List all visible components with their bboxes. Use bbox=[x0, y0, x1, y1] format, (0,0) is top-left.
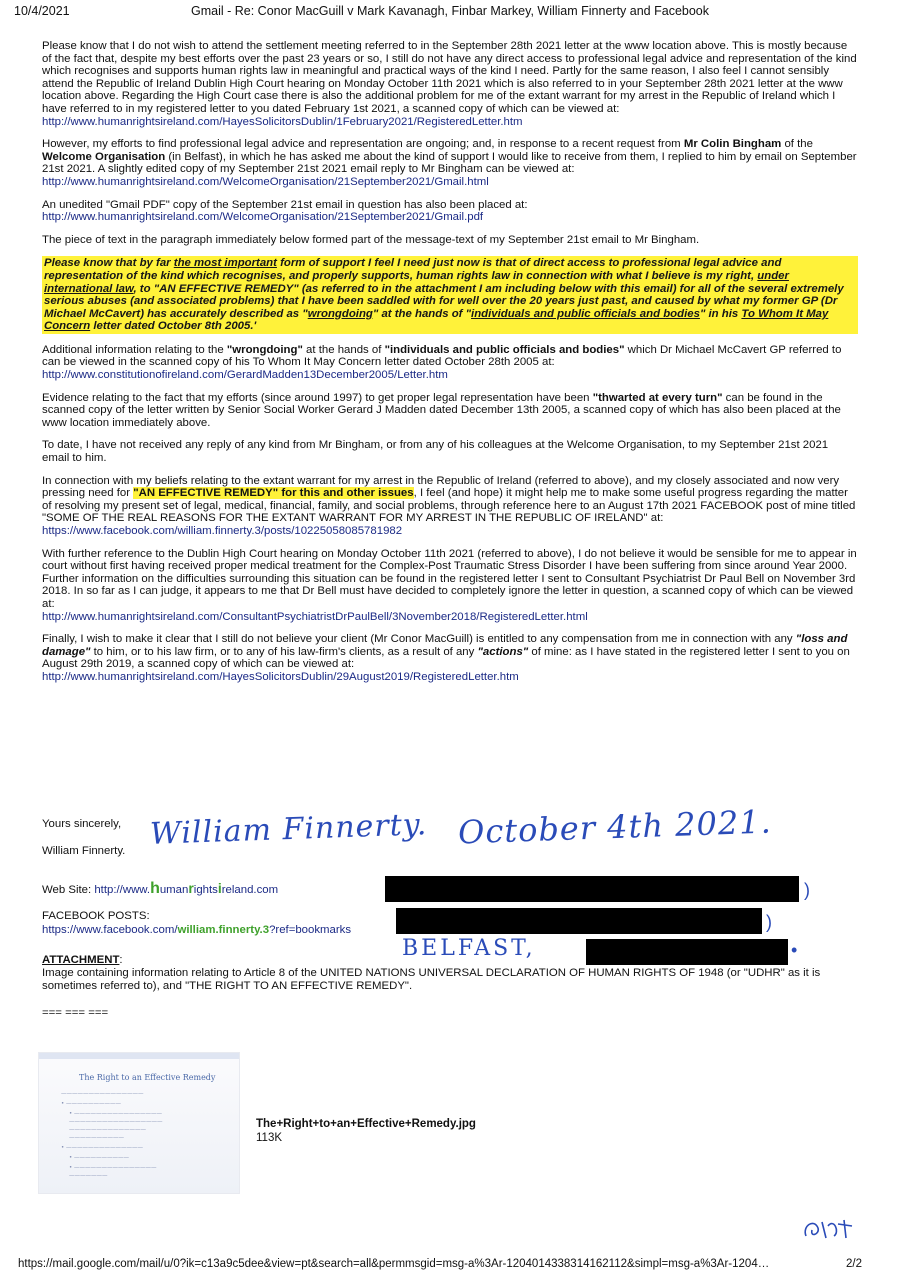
handwritten-date: October 4th 2021. bbox=[457, 802, 773, 852]
paragraph-text: Please know that I do not wish to attend the settlement meeting referred to in the September 28th 2021 letter at the www location above. This is mostly because of the fact that, despite my best efforts over the past 23 years or so, I still do not have any direct access to professional legal advice and representation of the kind which recognises and supports human rights law in meaningful and practical ways of the kind I need. Partly for the same reason, I also feel I cannot sensibly attend the Republic of Ireland Dublin High Court hearing on Monday October 11th 2021 which is also referred to in your September 28th 2021 letter at the www location above. Regarding the High Court case there is also the additional problem for me of the extant warrant for my arrest in the Republic of Ireland which I have referred to in my registered letter to you dated February 1st 2021, a scanned copy of which can be viewed at: bbox=[42, 40, 857, 115]
attachment-thumbnail[interactable]: The Right to an Effective Remedy ——————————————— • —————————— • ———————————————— ————————————————— —————————————— —————————— • —————————————— • —————————— • ——————————————— ——————— bbox=[38, 1052, 240, 1194]
handwritten-initials bbox=[800, 1208, 860, 1248]
highlighted-remedy: "AN EFFECTIVE REMEDY" for this and other issues bbox=[133, 487, 414, 500]
ink-mark: • bbox=[791, 940, 798, 960]
facebook-post-title: "SOME OF THE REAL REASONS FOR THE EXTANT WARRANT FOR MY ARREST IN THE REPUBLIC OF IRELAND" at: bbox=[42, 512, 664, 525]
paragraph-gmail-pdf: An unedited "Gmail PDF" copy of the September 21st email in question has also been placed at: http://www.humanrightsireland.com/WelcomeOrganisation/21September2021/Gmail.pdf bbox=[42, 199, 858, 224]
link-website[interactable]: http://www.humanrightsireland.com bbox=[94, 880, 279, 897]
name-welcome-organisation: Welcome Organisation bbox=[42, 150, 166, 163]
facebook-line bbox=[42, 924, 351, 936]
email-body bbox=[42, 40, 858, 694]
paragraph-thwarted: Evidence relating to the fact that my efforts (since around 1997) to get proper legal representation have been "thwarted at every turn" can be found in the scanned copy of the letter written by Senior Social Worker Gerard J Madden dated December 13th 2005, a scanned copy of which has also been placed at the www location immediately above. bbox=[42, 391, 841, 429]
attachment-description: Image containing information relating to Article 8 of the UNITED NATIONS UNIVERSAL DECLARATION OF HUMAN RIGHTS OF 1948 (or "UDHR" as it is sometimes referred to), and "THE RIGHT TO AN EFFECTIVE REMEDY". bbox=[42, 967, 821, 992]
paragraph-compensation: Finally, I wish to make it clear that I still do not believe your client (Mr Conor MacGuill) is entitled to any compensation from me in connection with any "loss and damage" to him, or to his law firm, or to any of his law-firm's clients, as a result of any "actions" of mine: as I have stated in the registered letter I sent to you on August 29th 2019, a scanned copy of which can be viewed at: http://www.humanrightsireland.com/HayesSolicitorsDublin/29August2019/RegisteredLetter.htm bbox=[42, 633, 858, 683]
attachment-file-name[interactable]: The+Right+to+an+Effective+Remedy.jpg bbox=[256, 1118, 476, 1130]
thumbnail-title: The Right to an Effective Remedy bbox=[79, 1073, 216, 1082]
paragraph-no-reply: To date, I have not received any reply of any kind from Mr Bingham, or from any of his colleagues at the Welcome Organisation, to my September 21st 2021 email to him. bbox=[42, 439, 829, 465]
paragraph-court-hearing: With further reference to the Dublin High Court hearing on Monday October 11th 2021 (referred to above), I do not believe it would be sensible for me to appear in court without first having received proper medical treatment for the Complex-Post Traumatic Stress Disorder I have been suffering from since around Year 2000. Further information on the difficulties surrounding this situation can be found in the registered letter I sent to Consultant Psychiatrist Dr Paul Bell on November 3rd 2018. In so far as I can judge, it appears to me that Dr Bell must have decided to completely ignore the letter in question, a scanned copy of which can be viewed at: http://www.humanrightsireland.com/ConsultantPsychiatristDrPaulBell/3November2018/RegisteredLetter.html bbox=[42, 547, 857, 623]
link-facebook-profile[interactable]: https://www.facebook.com/william.finnerty.3?ref=bookmarks bbox=[42, 924, 352, 936]
paragraph-welcome-organisation: However, my efforts to find professional legal advice and representation are ongoing; and, in response to a recent request from Mr Colin Bingham of the Welcome Organisation (in Belfast), in which he has asked me about the kind of support I would like to receive from them, I replied to him by email on September 21st 2021. A slightly edited copy of my September 21st 2021 email reply to Mr Bingham can be viewed at: http://www.humanrightsireland.com/WelcomeOrganisation/21September2021/Gmail.html bbox=[42, 138, 857, 188]
closing: Yours sincerely, bbox=[42, 818, 122, 830]
link-madden-letter[interactable]: http://www.constitutionofireland.com/GerardMadden13December2005/Letter.htm bbox=[42, 369, 448, 382]
link-registered-letter-aug-2019[interactable]: http://www.humanrightsireland.com/HayesSolicitorsDublin/29August2019/RegisteredLetter.htm bbox=[42, 670, 519, 683]
paragraph-wrongdoing: Additional information relating to the "wrongdoing" at the hands of "individuals and public officials and bodies" which Dr Michael McCavert GP referred to can be viewed in the scanned copy of his To Whom It May Concern letter dated October 28th 2005 at: http://www.constitutionofireland.com/GerardMadden13December2005/Letter.htm bbox=[42, 344, 858, 382]
paragraph-settlement-meeting bbox=[42, 40, 858, 128]
page-number: 2/2 bbox=[846, 1258, 862, 1270]
attachment-heading: ATTACHMENT: bbox=[42, 954, 123, 966]
separator: === === === bbox=[42, 1007, 109, 1019]
attachment-file-size: 113K bbox=[256, 1132, 283, 1144]
link-gmail-pdf[interactable]: http://www.humanrightsireland.com/WelcomeOrganisation/21September2021/Gmail.pdf bbox=[42, 211, 484, 224]
website-line: Web Site: http://www.humanrightsireland.com bbox=[42, 880, 279, 897]
print-date: 10/4/2021 bbox=[14, 4, 70, 18]
link-gmail-html[interactable]: http://www.humanrightsireland.com/WelcomeOrganisation/21September2021/Gmail.html bbox=[42, 175, 489, 188]
handwritten-signature: William Finnerty. bbox=[149, 807, 428, 852]
paragraph-extant-warrant: In connection with my beliefs relating to the extant warrant for my arrest in the Republic of Ireland (referred to above), and my closely associated and now very pressing need for "AN EFFECTIVE REMEDY" for this and other issues, I feel (and hope) it might help me to make some useful progress regarding the matter of resolving my present set of legal, medical, financial, family, and social problems, through reference here to an August 17th 2021 FACEBOOK post of mine titled "SOME OF THE REAL REASONS FOR THE EXTANT WARRANT FOR MY ARREST IN THE REPUBLIC OF IRELAND" at: https://www.facebook.com/william.finnerty.3/posts/10225058085781982 bbox=[42, 475, 858, 538]
ink-mark: ) bbox=[766, 912, 772, 932]
handwritten-city: BELFAST, bbox=[402, 936, 536, 961]
ink-mark: ) bbox=[804, 880, 810, 900]
paragraph-quote-intro: The piece of text in the paragraph immediately below formed part of the message-text of my September 21st email to Mr Bingham. bbox=[42, 233, 700, 246]
link-facebook-post[interactable]: https://www.facebook.com/william.finnerty.3/posts/10225058085781982 bbox=[42, 525, 403, 537]
redaction-bar bbox=[586, 939, 788, 965]
redaction-bar bbox=[385, 876, 799, 902]
redaction-bar bbox=[396, 908, 762, 934]
email-subject-header: Gmail - Re: Conor MacGuill v Mark Kavanagh, Finbar Markey, William Finnerty and Facebook bbox=[191, 4, 709, 18]
signer-name: William Finnerty. bbox=[42, 845, 126, 857]
link-registered-letter-feb-2021[interactable]: http://www.humanrightsireland.com/HayesSolicitorsDublin/1February2021/RegisteredLetter.htm bbox=[42, 115, 523, 128]
highlighted-quote: Please know that by far the most important form of support I feel I need just now is that of direct access to professional legal advice and representation of the kind which recognises, and properly supports, human rights law in connection with what I believe is my right, under international law, to "AN EFFECTIVE REMEDY" (as referred to in the attachment I am including below with this email) for all of the several extremely serious abuses (and associated problems) that I have been saddled with for well over the 20 years just past, and caused by what my former GP (Dr Michael McCavert) has accurately described as "wrongdoing" at the hands of "individuals and public officials and bodies" in his To Whom It May Concern letter dated October 8th 2005.' bbox=[42, 256, 858, 334]
facebook-label: FACEBOOK POSTS: bbox=[42, 910, 150, 922]
name-colin-bingham: Mr Colin Bingham bbox=[683, 138, 782, 151]
link-dr-paul-bell-letter[interactable]: http://www.humanrightsireland.com/ConsultantPsychiatristDrPaulBell/3November2018/RegisteredLetter.html bbox=[42, 610, 588, 623]
footer-url: https://mail.google.com/mail/u/0?ik=c13a9c5dee&view=pt&search=all&permmsgid=msg-a%3Ar-1204014338314162112&simpl=msg-a%3Ar-1204… bbox=[18, 1258, 770, 1270]
